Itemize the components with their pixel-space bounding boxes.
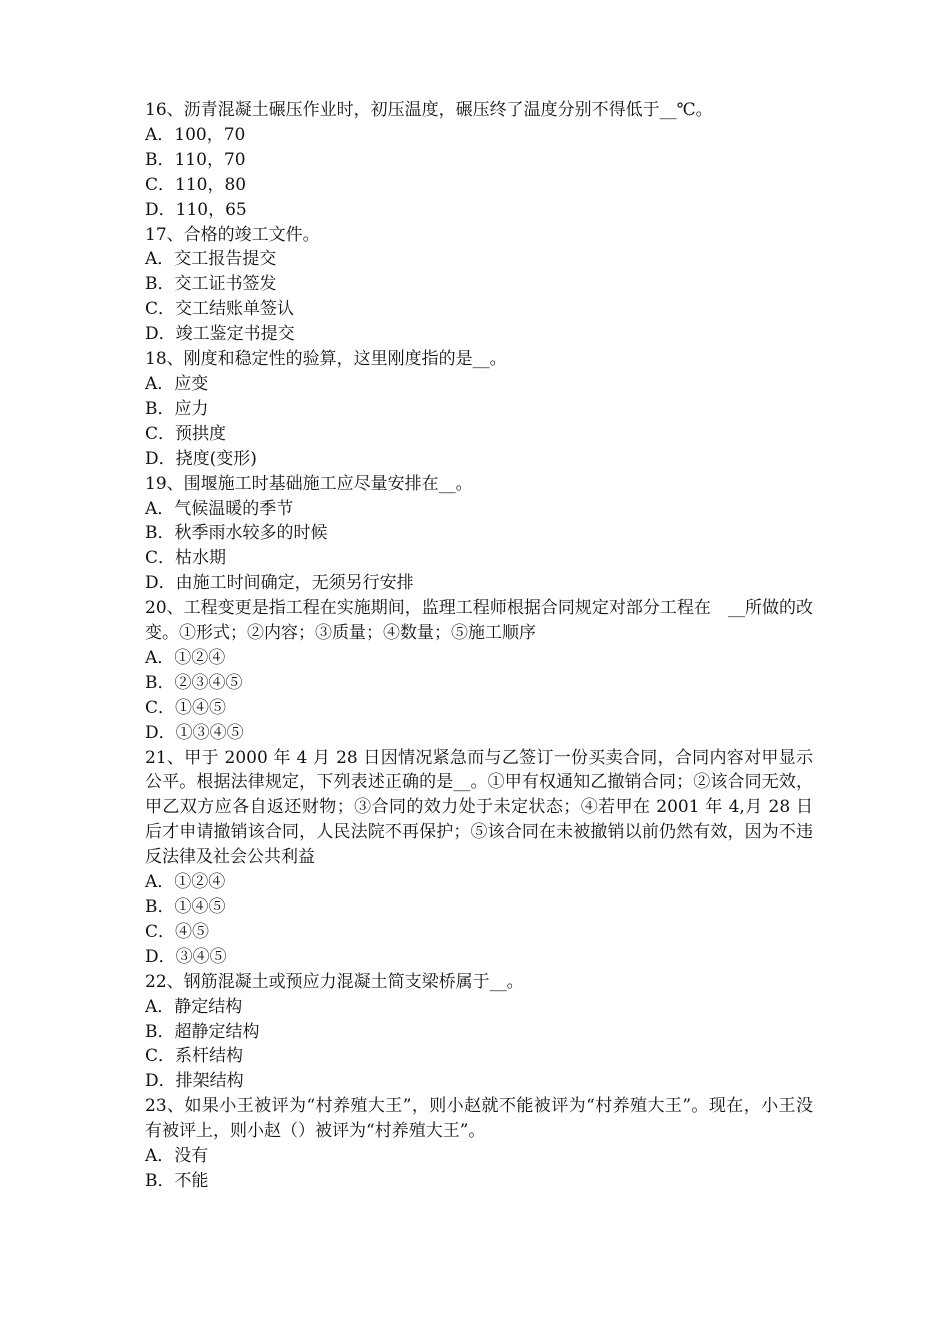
option-b: B．应力 <box>145 398 209 419</box>
question-stem: 20、工程变更是指工程在实施期间，监理工程师根据合同规定对部分工程在 __所做的改变。①形式；②内容；③质量；④数量；⑤施工顺序 <box>145 598 813 644</box>
option-d: D．110，65 <box>145 199 247 220</box>
option-a: A．①②④ <box>145 872 226 893</box>
option-a: A．①②④ <box>145 647 226 668</box>
option-c: C．系杆结构 <box>145 1046 244 1067</box>
option-c: C．110，80 <box>145 174 247 195</box>
question-stem: 16、沥青混凝土碾压作业时，初压温度，碾压终了温度分别不得低于__℃。 <box>145 100 713 120</box>
option-b: B．不能 <box>145 1170 209 1191</box>
option-b: B．秋季雨水较多的时候 <box>145 523 328 544</box>
option-c: C．①④⑤ <box>145 697 227 718</box>
question-20 <box>145 596 813 745</box>
option-d: D．排架结构 <box>145 1071 244 1092</box>
question-18 <box>145 347 813 472</box>
option-a: A．静定结构 <box>145 996 243 1017</box>
option-d: D．挠度(变形) <box>145 448 257 469</box>
option-b: B．①④⑤ <box>145 897 226 917</box>
question-stem: 22、钢筋混凝土或预应力混凝土简支梁桥属于__。 <box>145 971 524 992</box>
question-stem: 17、合格的竣工文件。 <box>145 224 320 245</box>
option-c: C．预拱度 <box>145 423 227 444</box>
question-22 <box>145 970 813 1095</box>
document-page <box>145 98 813 1194</box>
option-c: C．枯水期 <box>145 548 227 569</box>
option-b: B．超静定结构 <box>145 1021 260 1042</box>
option-c: C．交工结账单签认 <box>145 299 295 320</box>
option-a: A．没有 <box>145 1146 209 1167</box>
question-stem: 19、围堰施工时基础施工应尽量安排在__。 <box>145 473 473 494</box>
option-b: B．110，70 <box>145 149 246 170</box>
question-16 <box>145 98 813 223</box>
question-21 <box>145 746 813 970</box>
question-19 <box>145 472 813 597</box>
option-d: D．竣工鉴定书提交 <box>145 324 295 345</box>
option-d: D．①③④⑤ <box>145 722 244 743</box>
question-23 <box>145 1094 813 1194</box>
option-a: A．交工报告提交 <box>145 249 277 270</box>
question-stem: 18、刚度和稳定性的验算，这里刚度指的是__。 <box>145 349 507 370</box>
option-c: C．④⑤ <box>145 921 210 942</box>
question-stem: 21、甲于 2000 年 4 月 28 日因情况紧急而与乙签订一份买卖合同，合同内容对甲显示公平。根据法律规定，下列表述正确的是__。①甲有权通知乙撤销合同；②该合同无效，甲乙双方应各自返还财物；③合同的效力处于未定状态；④若甲在 2001 年 4,月 28 日后才申请撤销该合同，人民法院不再保护；⑤该合同在未被撤销以前仍然有效，因为不违反法律及社会公共利益 <box>145 747 813 868</box>
option-a: A．应变 <box>145 373 209 394</box>
option-b: B．②③④⑤ <box>145 672 243 693</box>
option-b: B．交工证书签发 <box>145 274 277 295</box>
option-a: A．气候温暖的季节 <box>145 498 294 519</box>
question-stem: 23、如果小王被评为“村养殖大王”，则小赵就不能被评为“村养殖大王”。现在，小王没有被评上，则小赵（）被评为“村养殖大王”。 <box>145 1096 813 1142</box>
option-d: D．③④⑤ <box>145 946 227 967</box>
option-a: A．100，70 <box>145 124 246 145</box>
option-d: D．由施工时间确定，无须另行安排 <box>145 573 414 594</box>
question-17 <box>145 223 813 348</box>
